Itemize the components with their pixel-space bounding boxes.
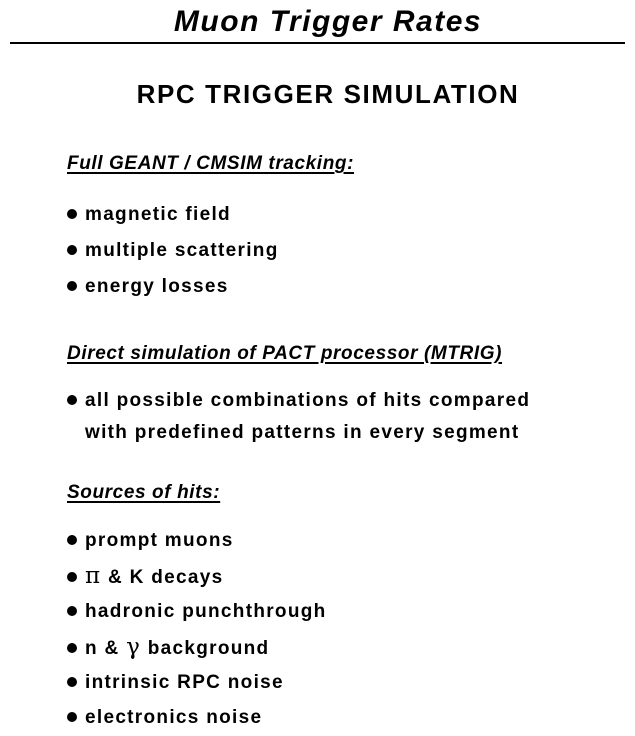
list-item	[67, 706, 262, 730]
list-item-text: electronics noise	[85, 707, 263, 728]
list-item	[67, 389, 530, 445]
list-item-text: background	[141, 638, 270, 659]
list-item-text: energy losses	[85, 276, 229, 297]
list-item-prefix: n &	[85, 638, 127, 659]
list-item-text: intrinsic RPC noise	[85, 672, 284, 693]
bullet-icon	[67, 572, 77, 582]
section-heading-sources: Sources of hits:	[67, 482, 221, 503]
list-item	[67, 275, 229, 299]
bullet-icon	[67, 677, 77, 687]
list-item-text: hadronic punchthrough	[85, 601, 327, 622]
list-item	[67, 529, 234, 553]
list-item-text: & K decays	[101, 567, 224, 588]
gamma-symbol: γ	[126, 634, 142, 660]
list-item	[67, 564, 223, 590]
bullet-icon	[67, 209, 77, 219]
list-item-text: prompt muons	[85, 530, 234, 551]
page-title: Muon Trigger Rates	[173, 5, 483, 38]
bullet-icon	[67, 606, 77, 616]
bullet-icon	[67, 643, 77, 653]
pi-symbol: π	[85, 563, 102, 589]
page-subtitle: RPC TRIGGER SIMULATION	[136, 79, 520, 109]
list-item-text: magnetic field	[85, 204, 231, 225]
bullet-icon	[67, 712, 77, 722]
list-item	[67, 671, 284, 695]
bullet-icon	[67, 395, 77, 405]
section-heading-pact: Direct simulation of PACT processor (MTRIG)	[67, 343, 503, 364]
list-item	[67, 600, 327, 624]
list-item	[67, 635, 269, 661]
list-item-continuation: with predefined patterns in every segment	[85, 422, 520, 443]
list-item-text: multiple scattering	[85, 240, 279, 261]
section-heading-tracking: Full GEANT / CMSIM tracking:	[67, 153, 355, 174]
bullet-icon	[67, 281, 77, 291]
title-divider	[10, 42, 625, 44]
list-item	[67, 203, 231, 227]
bullet-icon	[67, 535, 77, 545]
list-item	[67, 239, 279, 263]
list-item-text: all possible combinations of hits compared	[85, 390, 531, 411]
bullet-icon	[67, 245, 77, 255]
